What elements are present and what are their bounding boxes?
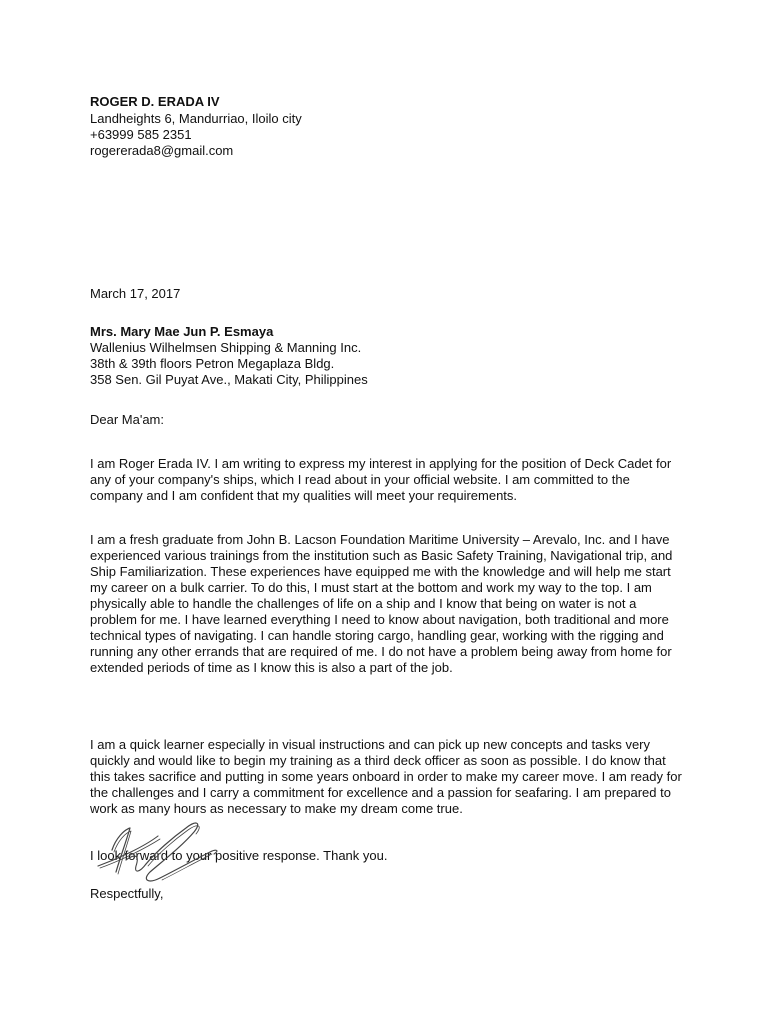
recipient-name: Mrs. Mary Mae Jun P. Esmaya [90, 324, 274, 339]
signature-image [90, 808, 230, 898]
paragraph-goals: I am a quick learner especially in visual instructions and can pick up new concepts and tasks very quickly and would like to begin my training as a third deck officer as soon as possible. I do know that this takes sacrifice and putting in some years onboard in order to make my career move. I am ready for the challenges and I carry a commitment for excellence and a passion for seafaring. I am prepared to work as many hours as necessary to make my dream come true. [90, 737, 682, 816]
sender-address: Landheights 6, Mandurriao, Iloilo city [90, 111, 302, 126]
sender-phone: +63999 585 2351 [90, 127, 192, 142]
recipient-company: Wallenius Wilhelmsen Shipping & Manning Inc. [90, 340, 362, 355]
paragraph-qualifications: I am a fresh graduate from John B. Lacson Foundation Maritime University – Arevalo, Inc. and I have experienced various trainings from the institution such as Basic Safety Training, Navigational trip, and Ship Familiarization. These experiences have equipped me with the knowledge and will help me start my career on a bulk carrier. To do this, I must start at the bottom and work my way to the top. I am physically able to handle the challenges of life on a ship and I know that being on water is not a problem for me. I have learned everything I need to know about navigation, both traditional and more technical types of navigating. I can handle storing cargo, handling gear, working with the rigging and running any other errands that are required of me. I do not have a problem being away from home for extended periods of time as I know this is also a part of the job. [90, 532, 673, 675]
sender-name: ROGER D. ERADA IV [90, 94, 220, 109]
recipient-address-line1: 38th & 39th floors Petron Megaplaza Bldg. [90, 356, 335, 371]
letter-date: March 17, 2017 [90, 286, 181, 301]
salutation: Dear Ma'am: [90, 412, 165, 427]
sender-block [90, 94, 690, 159]
recipient-block [90, 324, 368, 388]
paragraph-thanks: I look forward to your positive response. Thank you. [90, 848, 388, 863]
letter-body [90, 94, 690, 901]
sender-email: rogererada8@gmail.com [90, 143, 234, 158]
recipient-address-line2: 358 Sen. Gil Puyat Ave., Makati City, Philippines [90, 372, 368, 387]
paragraph-intro: I am Roger Erada IV. I am writing to express my interest in applying for the position of Deck Cadet for any of your company's ships, which I read about in your official website. I am committed to the company and I am confident that my qualities will meet your requirements. [90, 456, 672, 503]
closing: Respectfully, [90, 886, 164, 901]
